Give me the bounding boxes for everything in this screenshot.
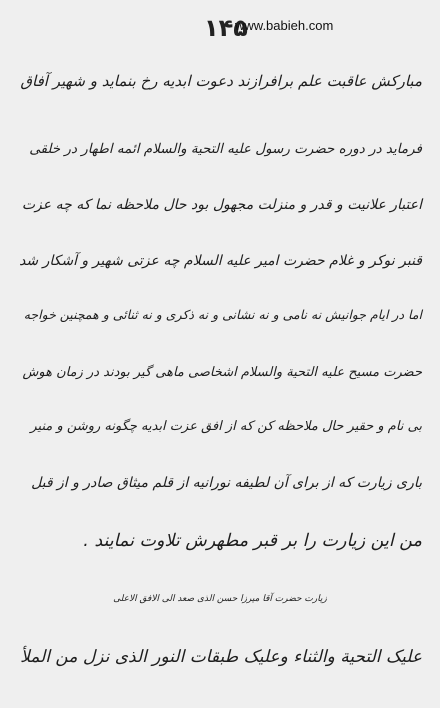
section-heading: زیارت حضرت آقا میرزا حسن الذی صعد الی الافق الاعلی: [113, 594, 327, 604]
body-line: من این زیارت را بر قبر مطهرش تلاوت نمایند .: [83, 531, 422, 551]
page-header: [0, 14, 440, 42]
body-line: باری زیارت که از برای آن لطیفه نورانیه از قلم میثاق صادر و از قبل: [31, 475, 422, 491]
body-line: اما در ایام جوانیش نه نامی و نه نشانی و نه ذکری و نه ثنائی و همچنین خواجه: [23, 307, 422, 322]
body-line: اعتبار علانیت و قدر و منزلت مجهول بود حال ملاحظه نما که چه عزت: [21, 197, 422, 213]
body-line: علیک التحیة والثناء وعلیک طبقات النور الذی نزل من الملأ: [20, 647, 422, 667]
body-line: قنبر نوکر و غلام حضرت امیر علیه السلام چه عزتی شهیر و آشکار شد: [19, 253, 422, 269]
body-line: فرماید در دوره حضرت رسول علیه التحیة والسلام ائمه اطهار در خلقی: [29, 141, 422, 157]
body-line: حضرت مسیح علیه التحیة والسلام اشخاصی ماهی گیر بودند در زمان هوش: [22, 365, 422, 380]
watermark-url: www.babieh.com: [235, 18, 334, 33]
body-line: مبارکش عاقبت علم برافرازند دعوت ابدیه رخ بنماید و شهیر آفاق: [20, 72, 422, 90]
page-number: ۱۴۵: [204, 14, 248, 42]
body-line: بی نام و حقیر حال ملاحظه کن که از افق عزت ابدیه چگونه روشن و منیر: [30, 419, 422, 434]
